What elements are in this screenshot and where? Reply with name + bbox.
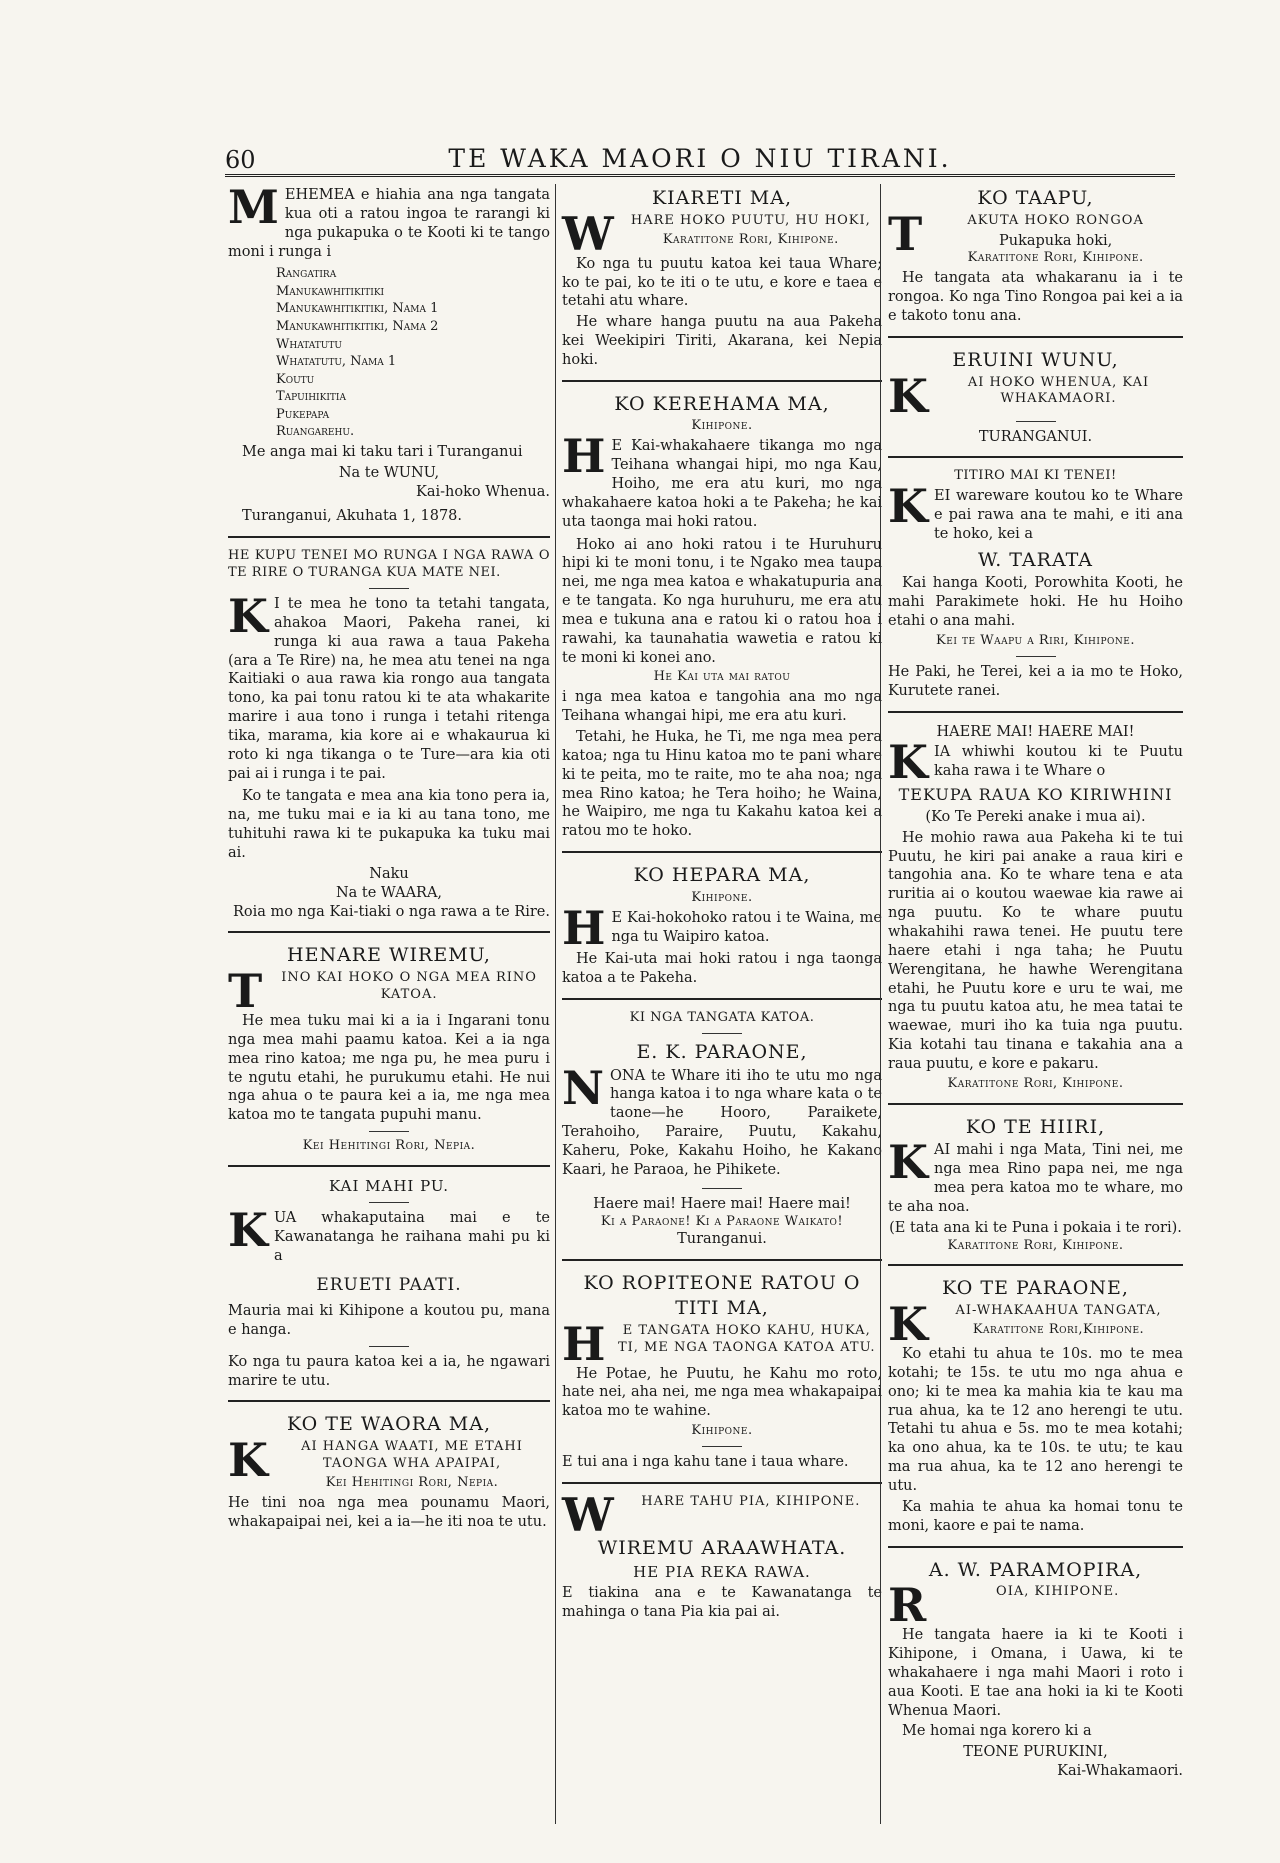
divider [702, 1033, 742, 1034]
ad-subheading: E TANGATA HOKO KAHU, HUKA, TI, ME NGA TAONGA KATOA ATU. [617, 1322, 876, 1355]
ad-paraone-photographer [888, 1276, 1183, 1535]
ad-text: EI wareware koutou ko te Whare e pai rawa ana te mahi, e iti ana te hoko, kei a [933, 488, 1183, 542]
column-right [880, 184, 1183, 1824]
column-middle [555, 184, 882, 1824]
notice-text: Ko te tangata e mea ana kia tono pera ia, na, me tuku mai e ia ki au tana tono, me tuhituhi rawa ki te pukapuka ka tuku mai ai. [228, 788, 550, 861]
ad-text: Ki a Paraone! Ki a Paraone Waikato! [600, 1213, 844, 1229]
ad-text: i nga mea katoa e tangohia ana mo nga Teihana whangai hipi, me era atu kuri. [562, 689, 882, 725]
ad-wiremu [562, 1487, 882, 1622]
ad-text: He Paki, he Terei, kei a ia mo te Hoko, Kurutete ranei. [888, 663, 1183, 699]
ad-subheading: HE PIA REKA RAWA. [633, 1562, 811, 1581]
divider [702, 1446, 742, 1447]
drop-cap: H [562, 1316, 606, 1371]
notice-closing: Me anga mai ki taku tari i Turanganui [242, 443, 523, 460]
block-name-list [276, 265, 550, 440]
ad-henare [228, 943, 550, 1155]
ad-place: TURANGANUI. [978, 428, 1093, 445]
ad-address: Kei te Waapu a Riri, Kihipone. [936, 633, 1135, 649]
ad-heading: KO ROPITEONE RATOU O TITI MA, [583, 1272, 861, 1319]
drop-cap: T [888, 206, 923, 261]
ad-place: Turanganui. [677, 1231, 767, 1248]
block-name: Tapuihikitia [276, 389, 346, 405]
ad-text: Kai hanga Kooti, Porowhita Kooti, he mahi Parakimete hoki. He hu Hoiho etahi o ana mahi. [888, 575, 1183, 630]
ad-place: Kihipone. [691, 889, 753, 905]
column-left [228, 184, 550, 1824]
ad-ropiteone [562, 1271, 882, 1472]
block-name: Koutu [276, 371, 315, 387]
ad-address: Karatitone Rori, Kihipone. [662, 231, 839, 247]
divider [228, 1400, 550, 1402]
ad-address: Karatitone Rori, Kihipone. [947, 1237, 1124, 1253]
divider [369, 1131, 409, 1132]
divider [369, 1202, 409, 1203]
divider [888, 711, 1183, 713]
divider [228, 536, 550, 538]
divider [1016, 656, 1056, 657]
divider [1016, 421, 1056, 422]
ad-heading: KIARETI MA, [651, 187, 793, 209]
drop-cap: H [562, 429, 606, 484]
ad-paramopira [888, 1558, 1183, 1781]
block-name: Manukawhitikitiki [276, 283, 385, 299]
ad-text: Ko nga tu puutu katoa kei taua Whare; ko te pai, ko te iti o te utu, e kore e taea e tetahi atu whare. [562, 255, 882, 310]
ad-text: UA whakaputaina mai e te Kawanatanga he raihana mahi pu ki a [273, 1210, 550, 1265]
ad-preheading: HAERE MAI! HAERE MAI! [936, 723, 1135, 740]
ad-subheading: He Kai uta mai ratou [653, 669, 791, 685]
ad-subheading: AI HANGA WAATI, ME ETAHI TAONGA WHA APAIPAI, [301, 1439, 523, 1472]
ad-heading: KAI MAHI PU. [329, 1176, 449, 1195]
drop-cap: K [888, 735, 928, 790]
ad-waora [228, 1412, 550, 1531]
ad-wunu [888, 348, 1183, 447]
ad-text: E Kai-hokohoko ratou i te Waina, me nga tu Waipiro katoa. [611, 909, 882, 945]
notice-heading: HE KUPU TENEI MO RUNGA I NGA RAWA O TE RIRE O TURANGA KUA MATE NEI. [228, 548, 550, 581]
ad-address: Karatitone Rori, Kihipone. [947, 1075, 1124, 1091]
page-title: TE WAKA MAORI O NIU TIRANI. [448, 144, 952, 173]
ad-heading: A. W. PARAMOPIRA, [928, 1558, 1143, 1581]
ad-text: Ko nga tu paura katoa kei a ia, he ngawari marire te utu. [228, 1353, 550, 1389]
ad-heading: W. TARATA [978, 548, 1093, 571]
drop-cap: R [888, 1578, 927, 1633]
ad-kupa [888, 723, 1183, 1093]
drop-cap: W [562, 206, 614, 261]
notice-date: Turanganui, Akuhata 1, 1878. [242, 508, 462, 525]
ad-preheading: TITIRO MAI KI TENEI! [954, 468, 1117, 484]
ad-place: Kihipone. [691, 418, 753, 434]
ad-hiiri [888, 1115, 1183, 1255]
ad-heading: HENARE WIREMU, [287, 944, 491, 967]
ad-name: ERUETI PAATI. [316, 1275, 462, 1296]
drop-cap: K [228, 1203, 268, 1258]
divider [888, 1264, 1183, 1266]
divider [888, 456, 1183, 458]
signature-title: Kai-Whakamaori. [1057, 1763, 1183, 1780]
ad-heading: TEKUPA RAUA KO KIRIWHINI [898, 785, 1173, 805]
block-name: Whatatutu, Nama 1 [276, 354, 397, 370]
drop-cap: T [228, 964, 263, 1019]
ad-text: E tiakina ana e te Kawanatanga te mahinga o tana Pia kia pai ai. [562, 1585, 882, 1620]
ad-heading: KO TE WAORA MA, [286, 1413, 492, 1436]
ad-place: Kihipone. [691, 1423, 753, 1439]
ad-note: (Ko Te Pereki anake i mua ai). [925, 808, 1146, 825]
drop-cap: K [228, 589, 268, 643]
divider [562, 1482, 882, 1484]
ad-text: He Potae, he Puutu, he Kahu mo roto, hate nei, aha nei, me nga mea whakapaipai katoa mo te wahine. [562, 1365, 882, 1420]
ad-subheading: HARE HOKO PUUTU, HU HOKI, [630, 212, 871, 228]
block-name: Whatatutu [276, 336, 342, 352]
drop-cap: K [228, 1433, 268, 1488]
ad-subheading: AKUTA HOKO RONGOA [967, 212, 1144, 228]
ad-subheading: AI HOKO WHENUA, KAI WHAKAMAORI. [967, 374, 1150, 407]
ad-hepara [562, 863, 882, 988]
block-name: Ruangarehu. [276, 424, 355, 440]
ad-heading: E. K. PARAONE, [636, 1040, 808, 1063]
block-name: Manukawhitikitiki, Nama 1 [276, 301, 439, 317]
ad-text: Mauria mai ki Kihipone a koutou pu, mana e hanga. [228, 1303, 550, 1338]
ad-text: AI mahi i nga Mata, Tini nei, me nga mea Rino papa nei, me nga mea pera katoa mo te whare, mo te aha noa. [888, 1142, 1183, 1215]
ad-subheading: Pukapuka hoki, [998, 232, 1113, 249]
notice-text: I te mea he tono ta tetahi tangata, ahakoa Maori, Pakeha ranei, ki runga ki aua rawa a taua Pakeha (ara a Te Rire) na, he mea atu tenei na nga Kaitiaki o aua rawa kia rongo aua tangata tono, ka pai tonu ratou ki te ata whakarite marire i aua tono i runga i tetahi ritenga tika, marama, kia kore ai e whakaurua ki roto ki nga tikanga o te Ture—ara kia oti pai ai i runga i te pai. [228, 596, 550, 782]
ad-kerehama [562, 392, 882, 841]
ad-text: He mohio rawa aua Pakeha ki te tui Puutu, he kiri pai anake a raua kiri e tangohia ana. Ko te whare tena e ata ruritia ai o koutou waewae kia rawe ai nga puutu. Ko te whare puutu whakahihi rawa tenei. He puutu tere haere etahi i nga taha; he Puutu Werengitana, he hawhe Werengitana etahi, he Puutu kore e uru te wai, me nga tu puutu katoa atu, he mea tatai te waewae, muri iho ka tuia nga puutu. Kia kotahi tau tinana e takahia ana a raua puutu, e kore e pakaru. [888, 829, 1183, 1072]
ad-kiareti [562, 186, 882, 370]
ad-paraone [562, 1010, 882, 1249]
divider [228, 931, 550, 933]
divider [369, 1346, 409, 1347]
divider [888, 336, 1183, 338]
ad-heading: KO TE HIIRI, [965, 1115, 1106, 1138]
ad-text: Haere mai! Haere mai! Haere mai! [593, 1195, 851, 1212]
ad-text: Ko etahi tu ahua te 10s. mo te mea kotahi; te 15s. te utu mo nga ahua e ono; ki te mea ka mahia kia te kau ma rua ahua, ka te 12 ano herengi te utu. Tetahi tu ahua e 5s. mo te mea kotahi; ka ono ahua, ka te 10s. te utu; te kau ma rua ahua, ka te 12 ano herengi te utu. [888, 1346, 1183, 1495]
ad-heading: ERUINI WUNU, [952, 348, 1119, 371]
ad-taapu [888, 186, 1183, 326]
notice-kupu [228, 548, 550, 921]
page-number: 60 [225, 146, 256, 174]
ad-text: E tui ana i nga kahu tane i taua whare. [562, 1454, 849, 1471]
signature: Na te WAARA, [335, 884, 443, 901]
drop-cap: M [228, 184, 279, 234]
ad-address: Karatitone Rori, Kihipone. [967, 250, 1144, 266]
ad-subheading: AI-WHAKAAHUA TANGATA, [955, 1303, 1162, 1319]
drop-cap: K [888, 479, 928, 534]
drop-cap: K [888, 368, 928, 423]
ad-text: He mea tuku mai ki a ia i Ingarani tonu nga mea mahi paamu katoa. Kei a ia nga mea rino katoa; me nga pu, he mea puru i te ngutu etahi, he purukumu etahi. He nui nga ahua o te paura kei a ia, me nga mea katoa mo te tangata pupuhi manu. [228, 1013, 550, 1124]
ad-text: He tangata ata whakaranu ia i te rongoa. Ko nga Tino Rongoa pai kei a ia e takoto tonu ana. [888, 270, 1183, 324]
ad-text: E Kai-whakahaere tikanga mo nga Teihana whangai hipi, mo nga Kau, Hoiho, me era atu kuri, mo nga whakahaere katoa hoki a te Pakeha; he kai uta taonga mai hoki ratou. [562, 438, 882, 530]
divider [228, 1165, 550, 1167]
notice-text: EHEMEA e hiahia ana nga tangata kua oti a ratou ingoa te rarangi ki nga pukapuka o te Kooti ki te tango moni i runga i [228, 187, 550, 260]
ad-address: Kei Hehitingi Rori, Nepia. [302, 1138, 476, 1154]
drop-cap: H [562, 900, 606, 955]
ad-note: (E tata ana ki te Puna i pokaia i te rori). [889, 1219, 1182, 1236]
ad-subheading: INO KAI HOKO O NGA MEA RINO KATOA. [281, 970, 537, 1002]
block-name: Manukawhitikitiki, Nama 2 [276, 319, 439, 335]
ad-preheading: KI NGA TANGATA KATOA. [629, 1010, 815, 1026]
divider [888, 1103, 1183, 1105]
divider [702, 1188, 742, 1189]
ad-text: Hoko ai ano hoki ratou i te Huruhuru hipi ki te moni tonu, i te Ngako mea taupa nei, me nga mea katoa e whakatupuria ana e te tangata. Ko nga huruhuru, me era atu mea e tukuna ana e ratou ki o ratou hoa i rawahi, ka taunahatia wawetia e ratou ki te moni ki konei ano. [562, 536, 882, 666]
ad-text: Tetahi, he Huka, he Ti, me nga mea pera katoa; nga tu Hinu katoa mo te pani whare ki te peita, mo te raite, mo te aha noa; nga mea Rino katoa; he Tera hoiho; he Waina, he Waipiro, me nga tu Kakahu katoa kei a ratou mo te hoko. [562, 729, 882, 840]
ad-text: Ka mahia te ahua ka homai tonu te moni, kaore e pai te nama. [888, 1498, 1183, 1534]
ad-text: He tini noa nga mea pounamu Maori, whakapaipai nei, kei a ia—he iti noa te utu. [228, 1494, 550, 1530]
signature: Na te WUNU, [338, 464, 440, 481]
ad-subheading: HARE TAHU PIA, KIHIPONE. [641, 1493, 861, 1509]
ad-text: He whare hanga puutu na aua Pakeha kei Weekipiri Tiriti, Akarana, kei Nepia hoki. [562, 314, 882, 368]
drop-cap: K [888, 1297, 928, 1352]
ad-subheading: OIA, KIHIPONE. [996, 1584, 1120, 1600]
ad-heading: WIREMU ARAAWHATA. [597, 1536, 847, 1559]
drop-cap: N [562, 1060, 605, 1115]
ad-address: Kei Hehitingi Rori, Nepia. [325, 1474, 499, 1490]
ad-text: Me homai nga korero ki a [902, 1723, 1092, 1740]
signature: Naku [369, 865, 409, 882]
divider [562, 851, 882, 853]
divider [562, 1259, 882, 1261]
ad-address: Karatitone Rori,Kihipone. [972, 1322, 1145, 1337]
ad-kaimahi [228, 1177, 550, 1391]
page-header [225, 140, 1175, 177]
ad-heading: KO KEREHAMA MA, [614, 392, 830, 415]
drop-cap: K [888, 1135, 928, 1190]
signature: TEONE PURUKINI, [963, 1744, 1108, 1761]
ad-text: IA whiwhi koutou ki te Puutu kaha rawa i te Whare o [933, 744, 1183, 780]
drop-cap: W [562, 1487, 614, 1542]
divider [562, 380, 882, 382]
block-name: Rangatira [276, 266, 337, 282]
signature-title: Kai-hoko Whenua. [416, 483, 550, 500]
ad-text: He tangata haere ia ki te Kooti i Kihipone, i Omana, i Uawa, ki te whakahaere i nga mahi Maori i roto i aua Kooti. E tae ana hoki ia ki te Kooti Whenua Maori. [888, 1627, 1183, 1719]
divider [888, 1546, 1183, 1548]
ad-heading: KO HEPARA MA, [633, 864, 811, 887]
divider [562, 998, 882, 1000]
ad-text: He Kai-uta mai hoki ratou i nga taonga katoa a te Pakeha. [562, 951, 882, 987]
divider [369, 588, 409, 589]
ad-tarata [888, 468, 1183, 700]
ad-heading: KO TE PARAONE, [942, 1277, 1129, 1300]
notice-mehemea [228, 186, 550, 526]
ad-heading: KO TAAPU, [977, 187, 1094, 209]
signature-title: Roia mo nga Kai-tiaki o nga rawa a te Rire. [232, 903, 550, 920]
ad-text: ONA te Whare iti iho te utu mo nga hanga katoa i to nga whare kata o te taone—he Hooro, Paraikete, Terahoiho, Paraire, Puutu, Kakahu, Kaheru, Poke, Kakahu Hoiho, he Kakano Kaari, he Paraoa, he Pihikete. [562, 1067, 882, 1178]
block-name: Pukepapa [276, 406, 330, 422]
